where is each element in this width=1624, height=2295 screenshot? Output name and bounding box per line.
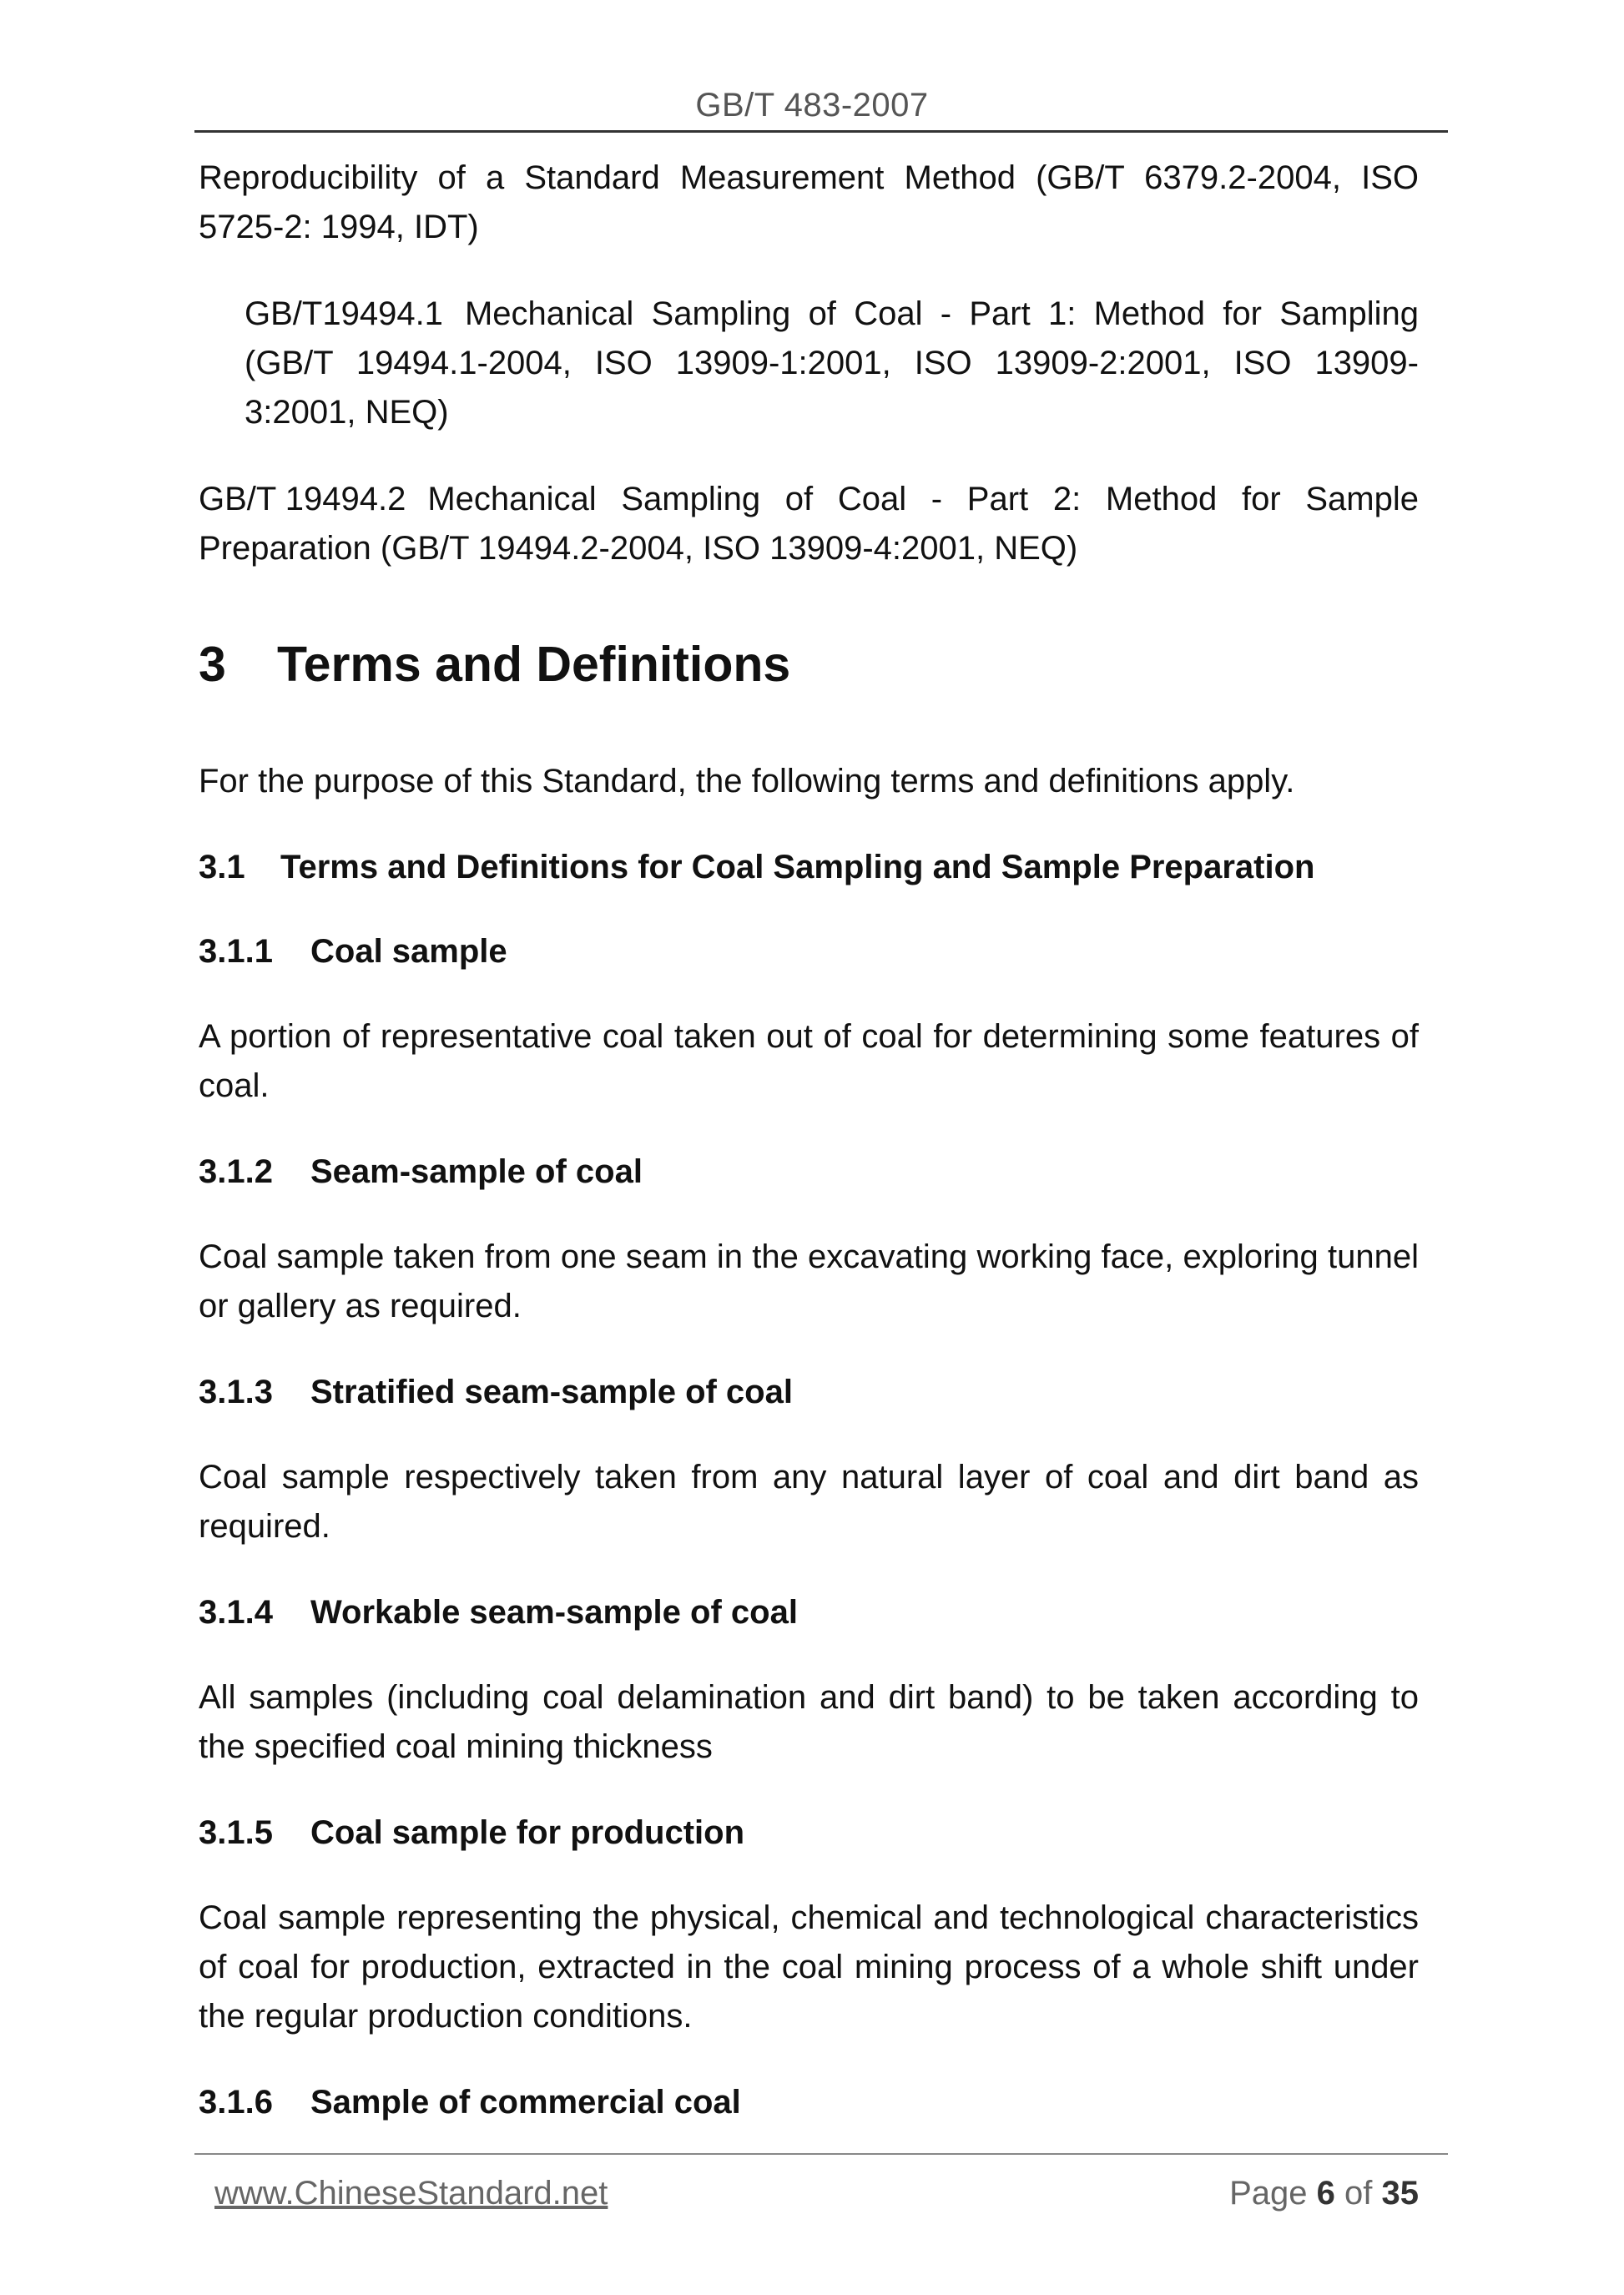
page-of: of — [1344, 2175, 1373, 2212]
term-heading — [199, 2079, 1419, 2126]
reference-gbt19494-1 — [245, 290, 1419, 437]
header-divider — [194, 130, 1448, 133]
footer-divider — [194, 2153, 1448, 2155]
term-definition: Coal sample taken from one seam in the excavating working face, exploring tunnel or gallery as required. — [199, 1238, 1419, 1324]
reference-text: Mechanical Sampling of Coal - Part 2: Method for Sample Preparation (GB/T 19494.2-2004, ISO 13909-4:2001, NEQ) — [199, 481, 1419, 567]
page-prefix: Page — [1229, 2175, 1308, 2212]
term-number: 3.1.5 — [199, 1814, 273, 1851]
term-title: Coal sample for production — [310, 1814, 745, 1851]
term-heading — [199, 1148, 1419, 1195]
term-heading — [199, 1809, 1419, 1856]
term-number: 3.1.6 — [199, 2084, 273, 2121]
reference-continuation: Reproducibility of a Standard Measurement Method (GB/T 6379.2-2004, ISO 5725-2: 1994, IDT) — [199, 159, 1419, 245]
document-header-title: GB/T 483-2007 — [695, 87, 929, 124]
reference-gbt19494-2 — [199, 475, 1419, 573]
term-definition: All samples (including coal delamination and dirt band) to be taken according to the specified coal mining thickness — [199, 1679, 1419, 1765]
section-title: Terms and Definitions for Coal Sampling and Sample Preparation — [280, 849, 1315, 885]
term-number: 3.1.2 — [199, 1153, 273, 1190]
chapter-intro: For the purpose of this Standard, the following terms and definitions apply. — [199, 763, 1295, 799]
chapter-number: 3 — [199, 637, 226, 692]
chapter-title: Terms and Definitions — [277, 637, 791, 692]
term-number: 3.1.4 — [199, 1594, 273, 1631]
section-heading — [199, 844, 1419, 890]
chapter-heading — [199, 635, 1419, 694]
term-number: 3.1.1 — [199, 933, 273, 970]
page-indicator — [1229, 2175, 1419, 2212]
term-title: Coal sample — [310, 933, 507, 970]
term-title: Sample of commercial coal — [310, 2084, 741, 2121]
term-title: Stratified seam-sample of coal — [310, 1374, 793, 1410]
total-page-number: 35 — [1381, 2175, 1419, 2212]
term-number: 3.1.3 — [199, 1374, 273, 1410]
reference-text: Mechanical Sampling of Coal - Part 1: Method for Sampling (GB/T 19494.1-2004, ISO 13909-1:2001, ISO 13909-2:2001, ISO 13909-3:2001, NEQ) — [245, 295, 1419, 431]
term-title: Seam-sample of coal — [310, 1153, 643, 1190]
term-definition: Coal sample representing the physical, chemical and technological characteristics of coal for production, extracted in the coal mining process of a whole shift under the regular production conditions. — [199, 1899, 1419, 2035]
term-heading — [199, 1369, 1419, 1415]
reference-code: GB/T19494.1 — [245, 295, 443, 332]
term-heading — [199, 928, 1419, 975]
term-definition: A portion of representative coal taken out of coal for determining some features of coal. — [199, 1018, 1419, 1104]
section-number: 3.1 — [199, 849, 245, 885]
current-page-number: 6 — [1316, 2175, 1335, 2212]
document-body — [199, 154, 1419, 2163]
website-link[interactable]: www.ChineseStandard.net — [214, 2175, 608, 2212]
reference-code: GB/T 19494.2 — [199, 481, 406, 517]
term-title: Workable seam-sample of coal — [310, 1594, 798, 1631]
term-heading — [199, 1589, 1419, 1636]
term-definition: Coal sample respectively taken from any natural layer of coal and dirt band as required. — [199, 1459, 1419, 1545]
